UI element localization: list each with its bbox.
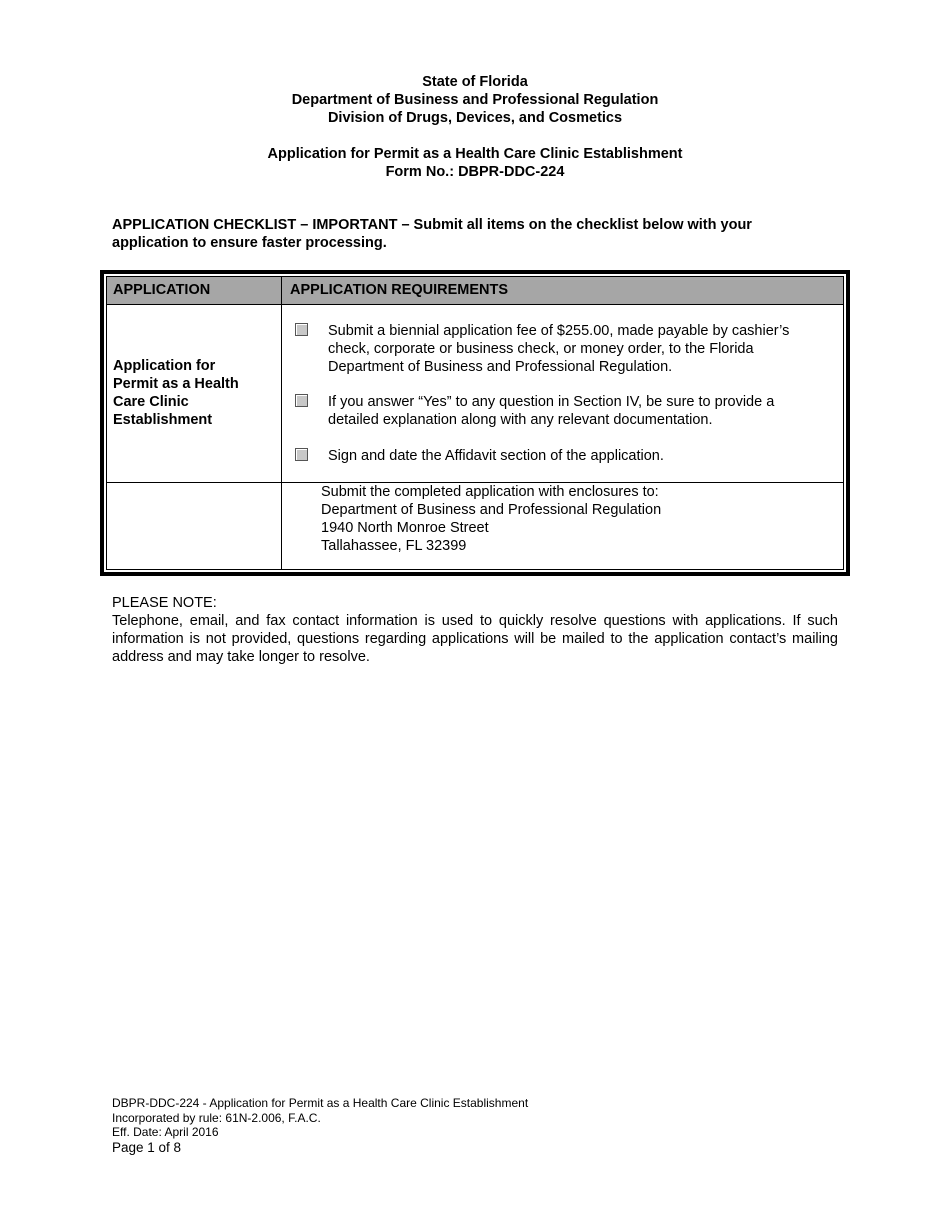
mailing-department: Department of Business and Professional Regulation (321, 502, 662, 518)
note-heading: PLEASE NOTE: (112, 595, 217, 611)
department-title: Department of Business and Professional Regulation (291, 92, 659, 108)
section-iv-checkbox[interactable] (295, 394, 308, 407)
fee-checkbox[interactable] (295, 323, 308, 336)
mailing-address (321, 483, 661, 555)
column-divider (281, 277, 282, 569)
mailing-instruction: Submit the completed application with enclosures to: (321, 484, 659, 500)
application-name-line: Care Clinic (113, 394, 189, 410)
column-header-application: APPLICATION (113, 282, 211, 298)
requirement-affidavit (295, 447, 835, 465)
column-header-requirements: APPLICATION REQUIREMENTS (290, 282, 509, 298)
form-number: Form No.: DBPR-DDC-224 (385, 164, 565, 180)
application-checklist-table (100, 270, 850, 576)
requirement-line: Sign and date the Affidavit section of the application. (328, 448, 664, 464)
requirement-line: detailed explanation along with any relevant documentation. (328, 412, 713, 428)
requirement-fee (295, 322, 835, 376)
requirement-line: check, corporate or business check, or money order, to the Florida (328, 341, 754, 357)
requirement-line: Submit a biennial application fee of $255.00, made payable by cashier’s (328, 323, 790, 339)
requirement-line: Department of Business and Professional Regulation. (328, 359, 673, 375)
application-name-line: Establishment (113, 412, 213, 428)
note-body: Telephone, email, and fax contact information is used to quickly resolve questions with applications. If such information is not provided, questions regarding applications will be mailed to the application contact’s mailing address and may take longer to resolve. (112, 613, 838, 665)
application-name-line: Permit as a Health (113, 376, 239, 392)
mailing-street: 1940 North Monroe Street (321, 520, 489, 536)
footer-rule: Incorporated by rule: 61N-2.006, F.A.C. (112, 1110, 321, 1125)
intro-line-2: application to ensure faster processing. (112, 235, 387, 251)
checklist-intro (112, 216, 842, 252)
requirement-section-iv (295, 393, 835, 429)
form-title: Application for Permit as a Health Care Clinic Establishment (267, 146, 683, 162)
page-number: Page 1 of 8 (112, 1139, 182, 1155)
requirement-line: If you answer “Yes” to any question in Section IV, be sure to provide a (328, 394, 775, 410)
document-footer (112, 1096, 528, 1156)
document-header (0, 73, 950, 181)
application-name-line: Application for (113, 358, 216, 374)
footer-eff-date: Eff. Date: April 2016 (112, 1125, 219, 1139)
please-note (112, 594, 838, 666)
state-title: State of Florida (422, 74, 528, 90)
footer-form-line: DBPR-DDC-224 - Application for Permit as a Health Care Clinic Establishment (112, 1096, 529, 1110)
table-header-row (107, 277, 843, 305)
intro-line-1: APPLICATION CHECKLIST – IMPORTANT – Submit all items on the checklist below with your (112, 217, 752, 233)
division-title: Division of Drugs, Devices, and Cosmetics (327, 110, 623, 126)
mailing-city: Tallahassee, FL 32399 (321, 538, 467, 554)
application-name-cell (113, 357, 273, 429)
affidavit-checkbox[interactable] (295, 448, 308, 461)
